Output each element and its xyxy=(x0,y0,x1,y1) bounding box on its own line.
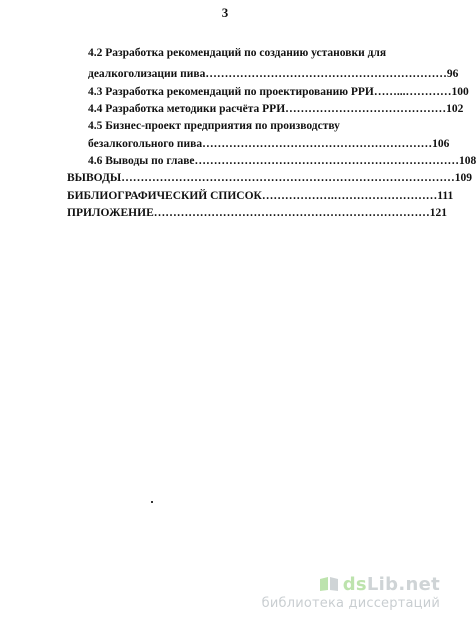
toc-entry-title: 4.2 Разработка рекомендаций по созданию установки для xyxy=(88,47,387,59)
toc-entry-title: 4.3 Разработка рекомендаций по проектированию РРИ……...………… xyxy=(88,86,452,98)
toc-entry-page: 111 xyxy=(437,190,454,202)
watermark-brand xyxy=(343,574,440,595)
toc-entry xyxy=(88,102,463,116)
book-icon xyxy=(319,576,339,592)
toc-entry-title: 4.4 Разработка методики расчёта РРИ…………………………………… xyxy=(88,103,447,115)
toc-entry xyxy=(67,189,453,203)
toc-entry-page: 121 xyxy=(429,207,447,219)
toc-entry xyxy=(88,85,469,99)
page-number: 3 xyxy=(221,5,229,20)
toc-entry-title: БИБЛИОГРАФИЧЕСКИЙ СПИСОК……………….……………………… xyxy=(67,190,438,202)
toc-entry-page: 109 xyxy=(454,172,472,184)
toc-entry-page: 108 xyxy=(459,155,476,167)
toc-entry xyxy=(67,206,447,220)
toc-entry xyxy=(88,154,476,168)
watermark-brand-prefix: ds xyxy=(342,573,367,595)
scan-speck xyxy=(151,501,153,503)
toc-entry-title: ВЫВОДЫ…………………………………………………………………………… xyxy=(67,172,455,184)
toc-entry-page: 106 xyxy=(432,138,450,150)
toc-entry xyxy=(88,119,340,133)
watermark-tagline: библиотека диссертаций xyxy=(261,596,440,611)
toc-entry-title: ПРИЛОЖЕНИЕ……………………………………………………………… xyxy=(67,207,430,219)
toc-entry xyxy=(88,137,449,151)
toc-entry xyxy=(88,67,458,81)
watermark-logo xyxy=(262,574,440,594)
toc-entry-title: 4.5 Бизнес-проект предприятия по производству xyxy=(88,120,340,132)
toc-entry-title: деалкоголизации пива……………………………………………………… xyxy=(88,68,447,80)
watermark xyxy=(262,574,440,611)
toc-entry-page: 96 xyxy=(446,68,459,80)
toc-entry-page: 102 xyxy=(446,103,464,115)
watermark-brand-suffix: Lib.net xyxy=(366,573,440,595)
toc-entry-title: 4.6 Выводы по главе…………………………………………………………… xyxy=(88,155,460,167)
toc-entry-page: 100 xyxy=(451,86,469,98)
toc-entry xyxy=(67,171,472,185)
toc-entry xyxy=(88,46,386,60)
toc-entry-title: безалкогольного пива…………………………………………………… xyxy=(88,138,433,150)
